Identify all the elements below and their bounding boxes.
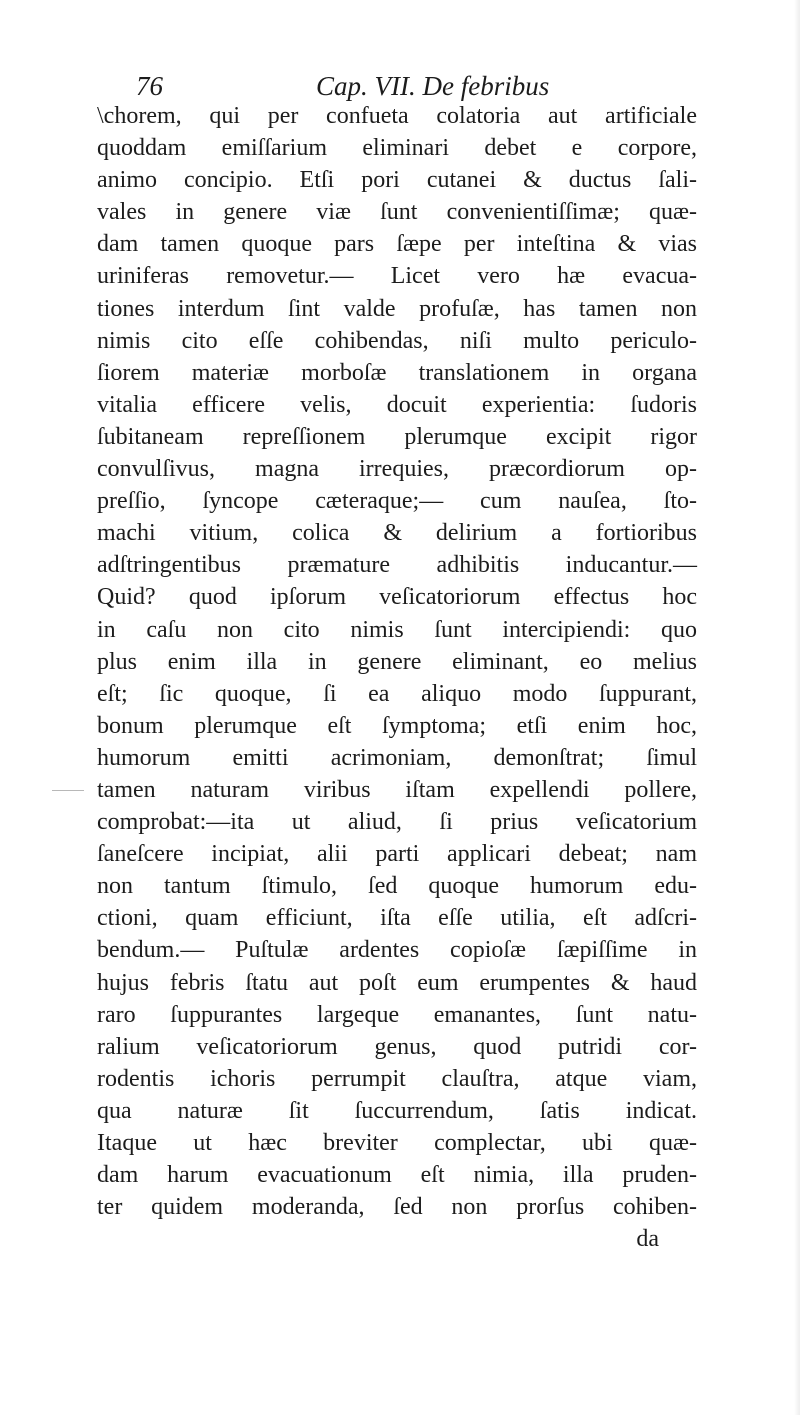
text-line: dam tamen quoque pars ſæpe per inteſtina & vias	[97, 231, 697, 258]
text-line: qua naturæ ſit ſuccurrendum, ſatis indicat.	[97, 1097, 697, 1124]
text-line: uriniferas removetur.— Licet vero hæ evacua-	[97, 263, 697, 290]
text-line: vitalia efficere velis, docuit experientia: ſudoris	[97, 391, 697, 418]
text-line: adſtringentibus præmature adhibitis inducantur.—	[97, 552, 697, 579]
page-number: 76	[136, 71, 163, 101]
text-line: dam harum evacuationum eſt nimia, illa pruden-	[97, 1162, 697, 1189]
body-text	[97, 100, 697, 1255]
text-line: quoddam emiſſarium eliminari debet e corpore,	[97, 135, 697, 162]
text-line: Itaque ut hæc breviter complectar, ubi quæ-	[97, 1130, 697, 1156]
text-line: convulſivus, magna irrequies, præcordiorum op-	[97, 456, 697, 483]
text-line: nimis cito eſſe cohibendas, niſi multo periculo-	[97, 327, 697, 354]
text-line: bonum plerumque eſt ſymptoma; etſi enim hoc,	[97, 712, 697, 739]
text-line: hujus febris ſtatu aut poſt eum erumpentes & haud	[97, 969, 697, 996]
text-line: raro ſuppurantes largeque emanantes, ſunt natu-	[97, 1001, 697, 1028]
text-line: preſſio, ſyncope cæteraque;— cum nauſea, ſto-	[97, 488, 697, 515]
page-edge-shadow	[794, 0, 800, 1415]
margin-mark	[52, 790, 84, 791]
text-line: ſiorem materiæ morboſæ translationem in organa	[97, 359, 697, 386]
text-line: animo concipio. Etſi pori cutanei & ductus ſali-	[97, 167, 697, 194]
text-line: ctioni, quam efficiunt, iſta eſſe utilia, eſt adſcri-	[97, 905, 697, 932]
text-line: machi vitium, colica & delirium a fortioribus	[97, 520, 697, 547]
text-line: tiones interdum ſint valde profuſæ, has tamen non	[97, 295, 697, 322]
text-line: bendum.— Puſtulæ ardentes copioſæ ſæpiſſime in	[97, 937, 697, 964]
text-line: ſaneſcere incipiat, alii parti applicari debeat; nam	[97, 841, 697, 868]
text-line: non tantum ſtimulo, ſed quoque humorum edu-	[97, 873, 697, 900]
text-line: ter quidem moderanda, ſed non prorſus cohiben-	[97, 1194, 697, 1221]
catchword: da	[636, 1226, 659, 1253]
text-line: Quid? quod ipſorum veſicatoriorum effectus hoc	[97, 584, 697, 611]
text-line: tamen naturam viribus iſtam expellendi pollere,	[97, 776, 697, 803]
text-line: ſubitaneam repreſſionem plerumque excipit rigor	[97, 423, 697, 450]
text-line: ralium veſicatoriorum genus, quod putridi cor-	[97, 1033, 697, 1060]
text-line: rodentis ichoris perrumpit clauſtra, atque viam,	[97, 1065, 697, 1092]
text-line: in caſu non cito nimis ſunt intercipiendi: quo	[97, 616, 697, 643]
text-line: plus enim illa in genere eliminant, eo melius	[97, 648, 697, 675]
running-title: Cap. VII. De febribus	[316, 71, 550, 101]
text-line: \chorem, qui per confueta colatoria aut artificiale	[97, 103, 697, 129]
text-line: comprobat:—ita ut aliud, ſi prius veſicatorium	[97, 809, 697, 836]
text-line: eſt; ſic quoque, ſi ea aliquo modo ſuppurant,	[97, 680, 697, 707]
text-line: vales in genere viæ ſunt convenientiſſimæ; quæ-	[97, 199, 697, 226]
text-line: humorum emitti acrimoniam, demonſtrat; ſimul	[97, 744, 697, 771]
